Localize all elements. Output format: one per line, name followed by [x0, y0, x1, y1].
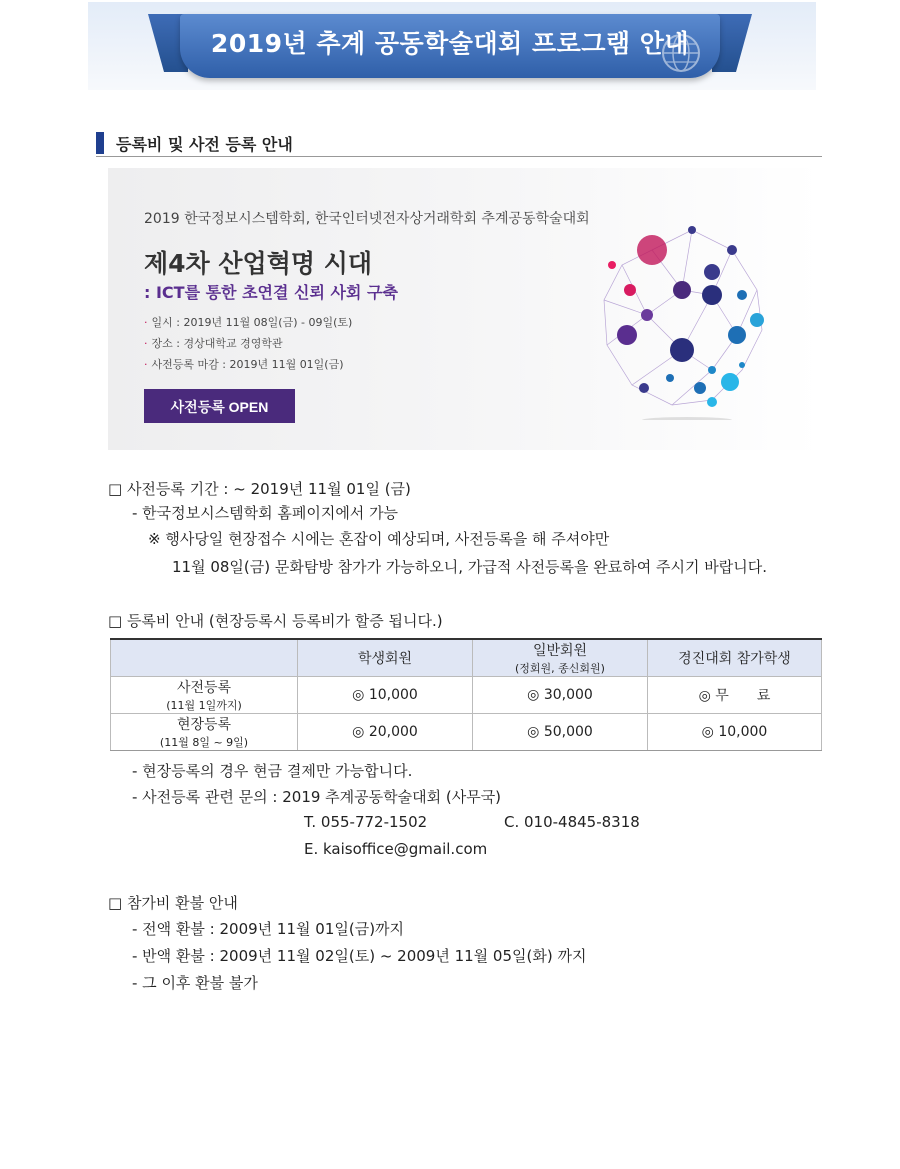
table-row	[111, 677, 822, 714]
refund-line-3: - 그 이후 환불 불가	[132, 974, 258, 992]
fee-cell: ◎ 무 료	[648, 677, 822, 714]
banner-info-venue: · 장소 : 경상대학교 경영학관	[144, 337, 283, 350]
prereg-line-1: - 한국정보시스템학회 홈페이지에서 가능	[132, 504, 399, 522]
fee-cell: ◎ 50,000	[473, 714, 648, 751]
globe-icon	[660, 32, 702, 74]
banner-title: 제4차 산업혁명 시대	[144, 249, 373, 278]
banner-info-deadline: · 사전등록 마감 : 2019년 11월 01일(금)	[144, 358, 344, 371]
fee-table-header-row	[111, 639, 822, 677]
fee-col-student: 학생회원	[298, 639, 473, 677]
fee-col-contest: 경진대회 참가학생	[648, 639, 822, 677]
fee-cell: ◎ 30,000	[473, 677, 648, 714]
banner-organizers: 2019 한국정보시스템학회, 한국인터넷전자상거래학회 추계공동학술대회	[144, 211, 590, 227]
network-sphere-graphic	[592, 220, 772, 420]
fee-row-label: 사전등록 (11월 1일까지)	[111, 677, 298, 714]
contact-cell: C. 010-4845-8318	[504, 813, 640, 831]
refund-line-1: - 전액 환불 : 2009년 11월 01일(금)까지	[132, 920, 405, 938]
banner-subtitle: : ICT를 통한 초연결 신뢰 사회 구축	[144, 283, 398, 302]
fee-cell: ◎ 10,000	[298, 677, 473, 714]
contact-email[interactable]: E. kaisoffice@gmail.com	[304, 840, 488, 858]
fee-table	[110, 638, 822, 751]
prereg-line-3: 11월 08일(금) 문화탐방 참가가 가능하오니, 가급적 사전등록을 완료하여 주시기 바랍니다.	[172, 558, 767, 576]
contact-phone: T. 055-772-1502	[304, 813, 428, 831]
section-heading	[96, 132, 822, 157]
refund-heading: □ 참가비 환불 안내	[108, 894, 238, 912]
fee-cell: ◎ 10,000	[648, 714, 822, 751]
refund-line-2: - 반액 환불 : 2009년 11월 02일(토) ~ 2009년 11월 05일(화) 까지	[132, 947, 587, 965]
section-title: 등록비 및 사전 등록 안내	[116, 135, 293, 154]
fee-table-corner	[111, 639, 298, 677]
prereg-line-2: ※ 행사당일 현장접수 시에는 혼잡이 예상되며, 사전등록을 해 주셔야만	[148, 530, 610, 548]
fee-cell: ◎ 20,000	[298, 714, 473, 751]
fee-col-general: 일반회원 (정회원, 종신회원)	[473, 639, 648, 677]
banner-info-date: · 일시 : 2019년 11월 08일(금) - 09일(토)	[144, 316, 353, 329]
fees-note-2: - 사전등록 관련 문의 : 2019 추계공동학술대회 (사무국)	[132, 788, 502, 806]
section-marker	[96, 132, 104, 154]
event-banner	[108, 168, 822, 450]
table-row	[111, 714, 822, 751]
fees-note-1: - 현장등록의 경우 현금 결제만 가능합니다.	[132, 762, 413, 780]
prereg-period-heading: □ 사전등록 기간 : ~ 2019년 11월 01일 (금)	[108, 480, 411, 498]
preregister-open-button[interactable]: 사전등록 OPEN	[144, 389, 295, 423]
page-title: 2019년 추계 공동학술대회 프로그램 안내	[210, 29, 690, 58]
fee-row-label: 현장등록 (11월 8일 ~ 9일)	[111, 714, 298, 751]
fees-heading: □ 등록비 안내 (현장등록시 등록비가 할증 됩니다.)	[108, 612, 443, 630]
